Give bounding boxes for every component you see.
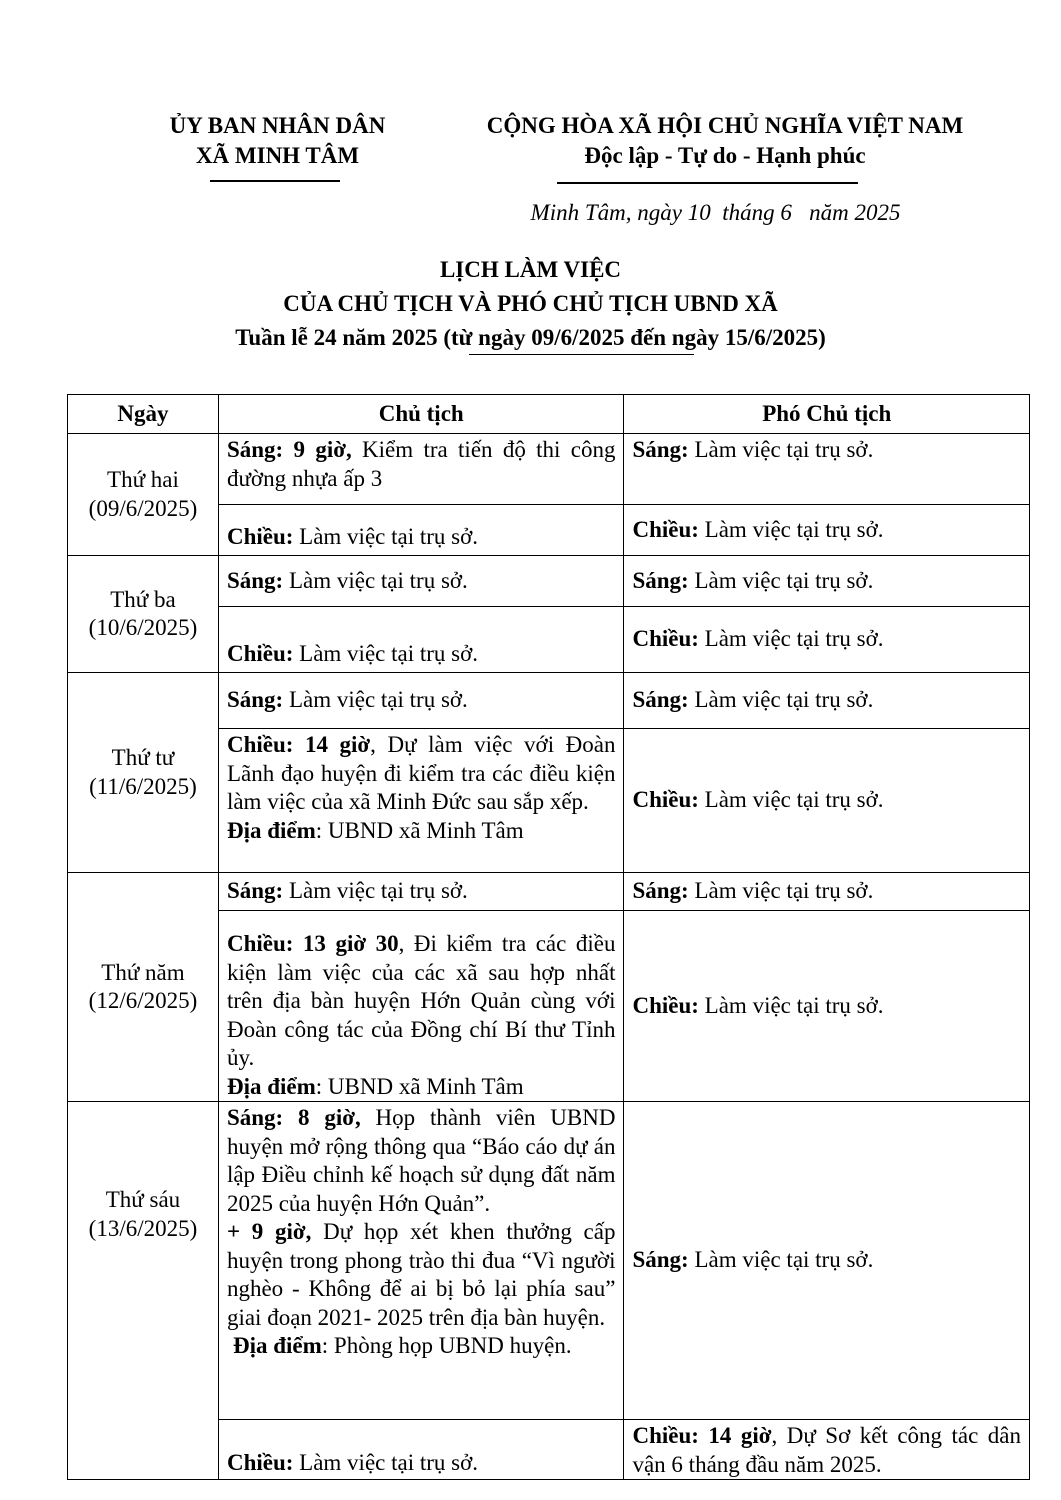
location-label: Địa điểm — [226, 1073, 316, 1099]
time-label: Chiều: 13 giờ 30 — [226, 931, 399, 956]
chair-cell — [218, 1102, 624, 1420]
day-date: (09/6/2025) — [88, 495, 198, 521]
day-name: Thứ ba — [110, 586, 176, 612]
time-label: Sáng: 9 giờ, — [226, 437, 352, 462]
chair-cell — [218, 1420, 624, 1480]
activity-text: , Dự làm việc với Đoàn Lãnh đạo huyện đi kiểm tra các điều kiện làm việc của xã Minh Đức sau sắp xếp. — [226, 732, 616, 814]
session-label: Sáng: — [632, 567, 689, 593]
day-name: Thứ năm — [101, 959, 185, 985]
location-text — [227, 1073, 616, 1102]
activity-text — [227, 731, 616, 817]
vice-cell — [624, 911, 1030, 1102]
session-label: Sáng: — [632, 437, 689, 462]
day-date: (11/6/2025) — [89, 773, 197, 799]
activity-text: Làm việc tại trụ sở. — [694, 437, 874, 462]
day-date: (12/6/2025) — [88, 988, 198, 1013]
location-label: Địa điểm — [232, 1333, 322, 1358]
vice-cell — [624, 556, 1030, 607]
activity-text: Làm việc tại trụ sở. — [299, 523, 479, 549]
activity-text: Làm việc tại trụ sở. — [288, 567, 468, 593]
title-underline — [469, 354, 694, 355]
activity-text: Kiểm tra tiến độ thi công đường nhựa ấp 3 — [226, 437, 616, 491]
vice-cell — [624, 729, 1030, 873]
activity-text — [227, 1218, 616, 1332]
table-row — [68, 556, 1030, 607]
day-cell — [68, 556, 219, 673]
table-row — [68, 873, 1030, 911]
table-row — [68, 434, 1030, 505]
day-name: Thứ tư — [111, 745, 175, 770]
chair-cell — [218, 505, 624, 556]
session-label: Sáng: — [632, 687, 689, 713]
activity-text — [227, 930, 616, 1073]
location-value: : UBND xã Minh Tâm — [315, 1073, 524, 1099]
day-cell — [68, 1102, 219, 1480]
location-value: : Phòng họp UBND huyện. — [321, 1333, 572, 1358]
activity-text: Làm việc tại trụ sở. — [704, 787, 884, 813]
activity-text: Làm việc tại trụ sở. — [694, 878, 874, 904]
day-name: Thứ hai — [107, 467, 179, 492]
time-label: Chiều: 14 giờ — [632, 1423, 772, 1448]
session-label: Chiều: — [226, 1449, 294, 1475]
activity-text: Làm việc tại trụ sở. — [694, 687, 874, 713]
session-label: Chiều: — [632, 787, 699, 813]
location-text — [227, 817, 616, 846]
location-text — [227, 1332, 616, 1361]
session-label: Sáng: — [226, 567, 284, 593]
table-row — [68, 673, 1030, 729]
col-day-header: Ngày — [68, 395, 219, 434]
vice-cell — [624, 673, 1030, 729]
activity-text: Làm việc tại trụ sở. — [704, 992, 884, 1018]
session-label: Chiều: — [632, 516, 699, 542]
vice-cell — [624, 607, 1030, 673]
activity-text: Họp thành viên UBND huyện mở rộng thông qua “Báo cáo dự án lập Điều chỉnh kế hoạch sử dụng đất năm 2025 của huyện Hớn Quản”. — [226, 1105, 616, 1216]
session-label: Chiều: — [632, 992, 699, 1018]
session-label: Sáng: — [226, 878, 284, 904]
national-title — [430, 111, 1020, 171]
chair-cell — [218, 607, 624, 673]
col-vice-header: Phó Chủ tịch — [624, 395, 1030, 434]
location-label: Địa điểm — [226, 817, 316, 843]
time-label: Sáng: 8 giờ, — [226, 1105, 361, 1130]
agency-line1: ỦY BAN NHÂN DÂN — [169, 113, 386, 138]
chair-cell — [218, 873, 624, 911]
session-label: Sáng: — [632, 878, 689, 904]
day-cell — [68, 673, 219, 873]
col-chair-header: Chủ tịch — [218, 395, 624, 434]
activity-text: Làm việc tại trụ sở. — [694, 1247, 874, 1273]
vice-cell — [624, 1102, 1030, 1420]
table-header-row — [68, 395, 1030, 434]
session-label: Chiều: — [632, 626, 699, 652]
day-date: (13/6/2025) — [88, 1215, 198, 1241]
chair-cell — [218, 434, 624, 505]
schedule-table — [67, 394, 1030, 1480]
day-name: Thứ sáu — [105, 1187, 181, 1212]
time-label: Chiều: 14 giờ — [226, 732, 371, 757]
location-value: : UBND xã Minh Tâm — [315, 817, 524, 843]
time-label: + 9 giờ, — [226, 1219, 312, 1244]
session-label: Sáng: — [632, 1247, 689, 1273]
chair-cell — [218, 729, 624, 873]
activity-text: Làm việc tại trụ sở. — [704, 626, 884, 652]
activity-text: Làm việc tại trụ sở. — [299, 1449, 479, 1475]
chair-cell — [218, 556, 624, 607]
agency-line2: XÃ MINH TÂM — [195, 143, 360, 168]
activity-text: Làm việc tại trụ sở. — [694, 567, 874, 593]
session-label: Chiều: — [226, 523, 294, 549]
chair-cell — [218, 673, 624, 729]
motto-underline — [557, 182, 858, 184]
agency-name — [130, 111, 425, 171]
agency-underline — [210, 180, 340, 182]
vice-cell — [624, 505, 1030, 556]
chair-cell — [218, 911, 624, 1102]
national-motto: Độc lập - Tự do - Hạnh phúc — [584, 143, 866, 168]
activity-text: Làm việc tại trụ sở. — [288, 878, 468, 904]
session-label: Sáng: — [226, 687, 284, 713]
vice-cell — [624, 434, 1030, 505]
national-line1: CỘNG HÒA XÃ HỘI CHỦ NGHĨA VIỆT NAM — [486, 113, 964, 138]
doc-subtitle: CỦA CHỦ TỊCH VÀ PHÓ CHỦ TỊCH UBND XÃ — [283, 291, 778, 316]
activity-text: Làm việc tại trụ sở. — [288, 687, 468, 713]
issue-date: Minh Tâm, ngày 10 tháng 6 năm 2025 — [530, 200, 901, 225]
day-cell — [68, 434, 219, 556]
vice-cell — [624, 1420, 1030, 1480]
activity-text: , Đi kiểm tra các điều kiện làm việc của các xã sau hợp nhất trên địa bàn huyện Hớn Quản cùng với Đoàn công tác của Đồng chí Bí thư Tỉnh ủy. — [226, 931, 616, 1070]
doc-week-range: Tuần lễ 24 năm 2025 (từ ngày 09/6/2025 đến ngày 15/6/2025) — [235, 325, 826, 350]
vice-cell — [624, 873, 1030, 911]
activity-text: Dự họp xét khen thưởng cấp huyện trong phong trào thi đua “Vì người nghèo - Không để ai bị bỏ lại phía sau” giai đoạn 2021- 2025 trên địa bàn huyện. — [226, 1219, 616, 1330]
table-row — [68, 1102, 1030, 1420]
session-label: Chiều: — [226, 640, 294, 666]
activity-text — [227, 1104, 616, 1218]
activity-text: Làm việc tại trụ sở. — [704, 516, 884, 542]
activity-text: , Dự Sơ kết công tác dân vận 6 tháng đầu năm 2025. — [632, 1423, 1022, 1477]
day-cell — [68, 873, 219, 1102]
activity-text: Làm việc tại trụ sở. — [299, 640, 479, 666]
day-date: (10/6/2025) — [88, 615, 198, 640]
doc-title: LỊCH LÀM VIỆC — [439, 257, 622, 282]
